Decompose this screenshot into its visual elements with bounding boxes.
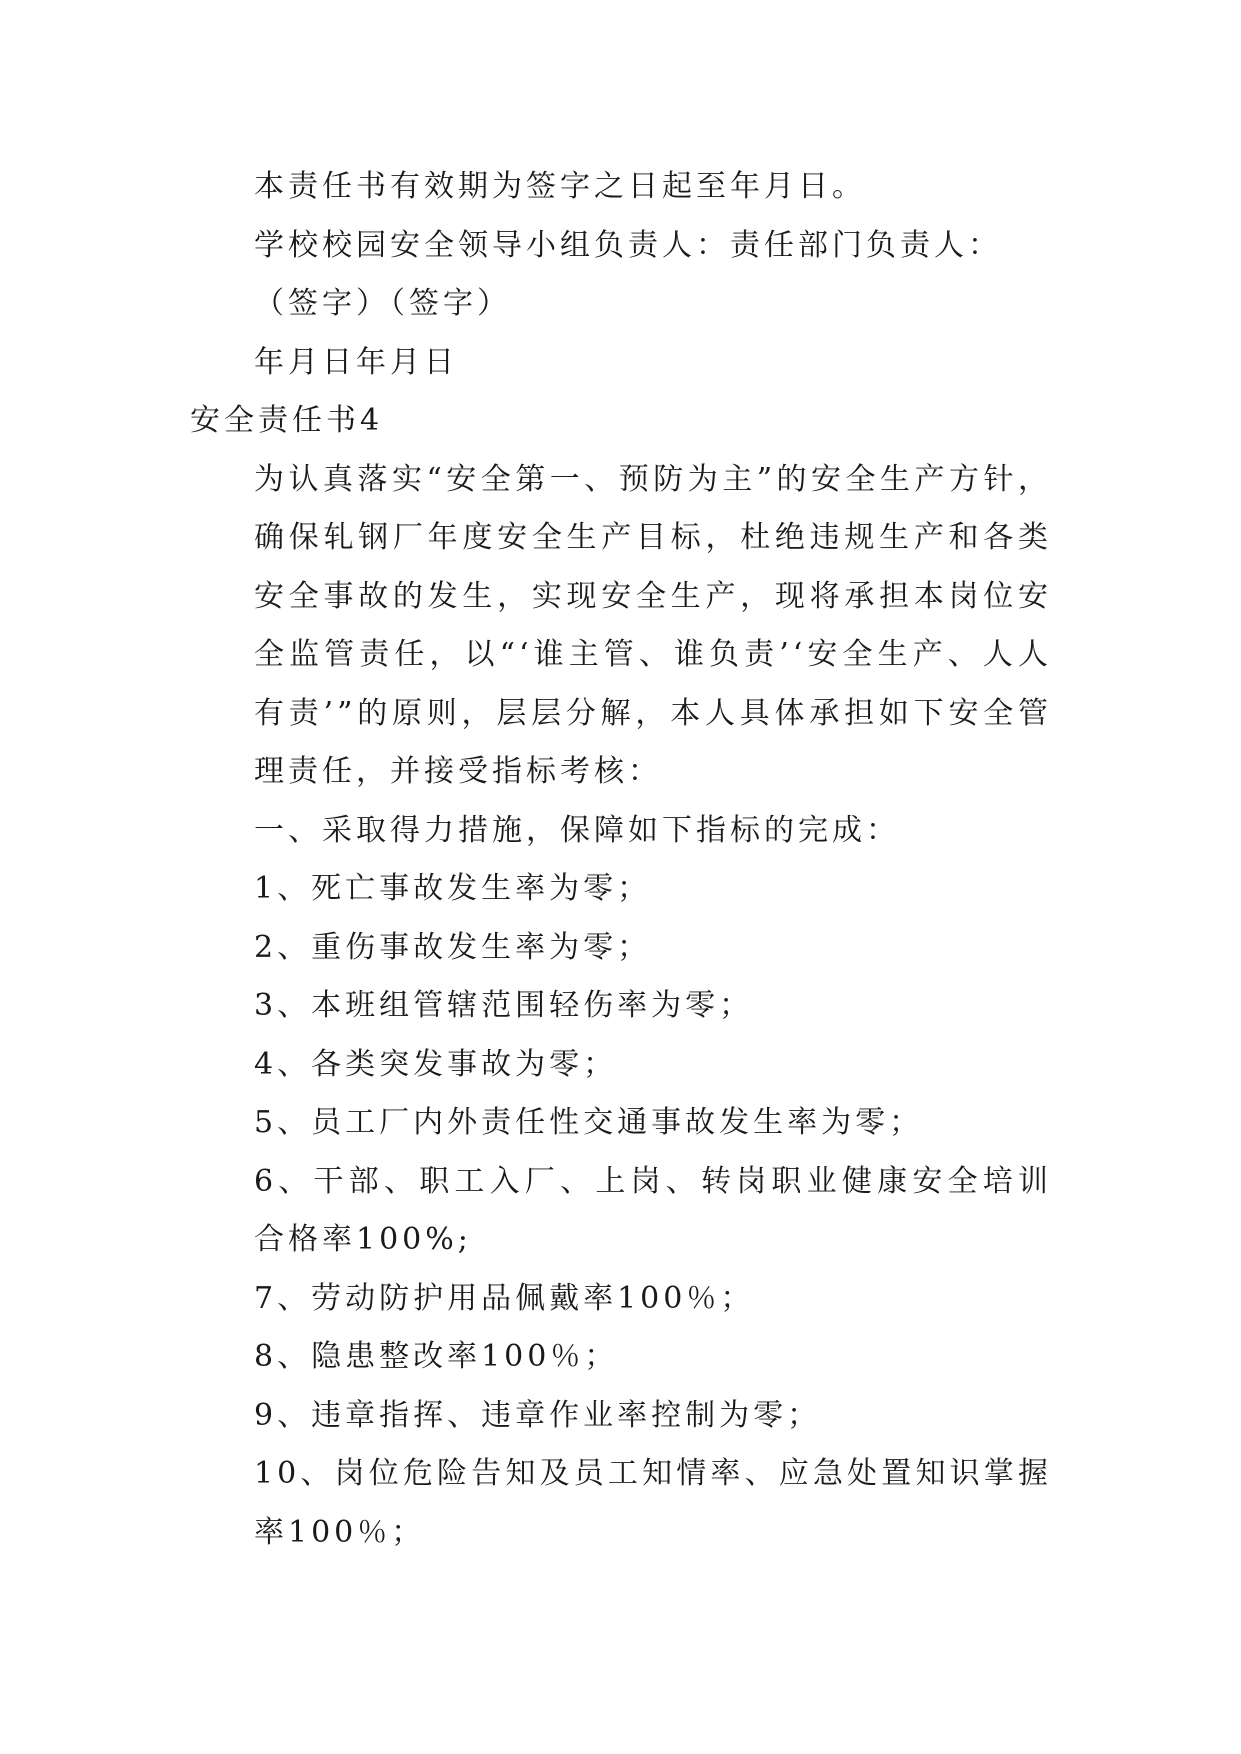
section-title: 安全责任书4 [190,403,384,438]
list-item: 9、违章指挥、违章作业率控制为零； [254,1397,822,1433]
list-item: 6、干部、职工入厂、上岗、转岗职业健康安全培训合格率100%; [254,1163,1052,1257]
list-item: 10、岗位危险告知及员工知情率、应急处置知识掌握率100％； [254,1456,1052,1550]
list-item: 8、隐患整改率100％； [254,1339,619,1374]
list-item: 5、员工厂内外责任性交通事故发生率为零； [254,1105,924,1140]
intro-paragraph: 为认真落实“安全第一、预防为主”的安全生产方针，确保轧钢厂年度安全生产目标，杜绝违规生产和各类安全事故的发生，实现安全生产，现将承担本岗位安全监管责任，以“‘谁主管、谁负责’‘安全生产、人人有责’”的原则，层层分解，本人具体承担如下安全管理责任，并接受指标考核： [254,461,1052,789]
list-item: 1、死亡事故发生率为零； [254,871,652,906]
list-item: 2、重伤事故发生率为零； [254,929,652,965]
date-placeholders: 年月日年月日 [254,344,458,380]
list-item: 3、本班组管辖范围轻伤率为零； [254,988,754,1023]
section-heading-1: 一、采取得力措施，保障如下指标的完成： [254,812,900,848]
signature-placeholders: （签字）（签字） [254,286,511,321]
leaders-signature-line: 学校校园安全领导小组负责人：责任部门负责人： [254,227,1002,263]
validity-paragraph: 本责任书有效期为签字之日起至年月日。 [254,169,866,204]
list-item: 4、各类突发事故为零； [254,1046,618,1082]
document-body [190,158,1052,1562]
list-item: 7、劳动防护用品佩戴率100％； [254,1280,755,1316]
